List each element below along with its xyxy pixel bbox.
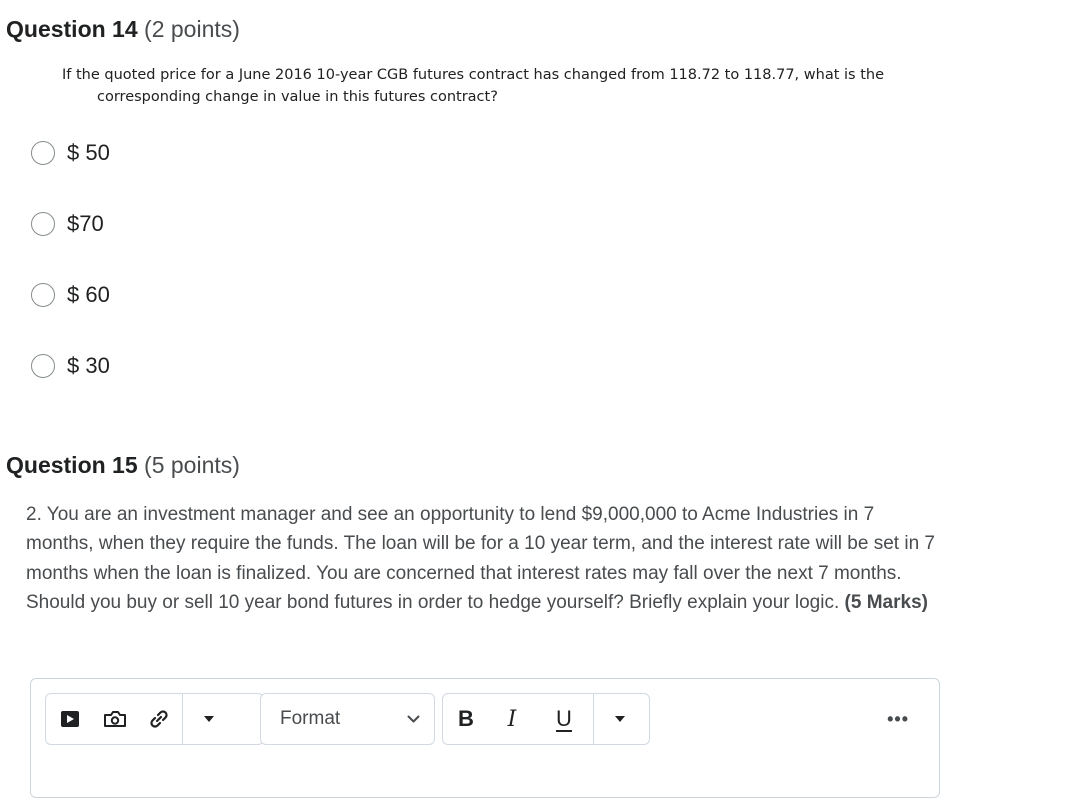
radio-button[interactable]	[31, 141, 55, 165]
insert-media-button[interactable]	[46, 694, 94, 744]
answer-option-label: $70	[67, 211, 104, 236]
insert-media-icon	[60, 710, 80, 728]
question-14-text	[62, 64, 962, 108]
question-15-marks: (5 Marks)	[844, 591, 928, 613]
insert-image-button[interactable]	[94, 694, 136, 744]
insert-image-icon	[103, 710, 127, 728]
insert-link-icon	[148, 708, 170, 730]
answer-option-3[interactable]	[31, 279, 110, 311]
chevron-down-icon	[614, 715, 626, 723]
chevron-down-icon	[407, 710, 420, 728]
insert-toolbar-group	[45, 693, 264, 745]
underline-button[interactable]: U	[556, 706, 572, 731]
question-14-label: Question 14	[6, 16, 138, 42]
text-style-more-dropdown[interactable]	[594, 694, 646, 744]
chevron-down-icon	[203, 715, 215, 723]
format-dropdown[interactable]	[260, 693, 435, 745]
question-14-title	[6, 16, 240, 43]
question-15-title	[6, 452, 240, 479]
more-icon: •••	[887, 709, 909, 729]
more-actions-button[interactable]	[887, 709, 909, 730]
answer-option-4[interactable]	[31, 350, 110, 382]
answer-option-label: $ 30	[67, 353, 110, 378]
radio-button[interactable]	[31, 283, 55, 307]
question-15-text	[26, 500, 936, 617]
bold-button[interactable]: B	[458, 706, 474, 731]
question-14-points: (2 points)	[144, 16, 240, 42]
insert-more-dropdown[interactable]	[183, 694, 235, 744]
answer-option-1[interactable]	[31, 137, 110, 169]
answer-editor[interactable]	[30, 678, 940, 798]
question-15-label: Question 15	[6, 452, 138, 478]
insert-link-button[interactable]	[136, 694, 182, 744]
question-15-body: 2. You are an investment manager and see an opportunity to lend $9,000,000 to Acme Industries in 7 months, when they require the funds. The loan will be for a 10 year term, and the interest rate will be set in 7 months when the loan is finalized. You are concerned that interest rates may fall over the next 7 months. Should you buy or sell 10 year bond futures in order to hedge yourself? Briefly explain your logic.	[26, 504, 935, 613]
question-14-text-line2: corresponding change in value in this futures contract?	[97, 89, 498, 105]
answer-option-2[interactable]	[31, 208, 104, 240]
answer-option-label: $ 60	[67, 282, 110, 307]
radio-button[interactable]	[31, 354, 55, 378]
format-label: Format	[280, 708, 341, 729]
question-14-text-line1: If the quoted price for a June 2016 10-year CGB futures contract has changed from 118.72 to 118.77, what is the	[62, 67, 884, 83]
radio-button[interactable]	[31, 212, 55, 236]
italic-button[interactable]: I	[507, 706, 517, 732]
text-style-toolbar-group	[442, 693, 650, 745]
question-15-points: (5 points)	[144, 452, 240, 478]
answer-option-label: $ 50	[67, 140, 110, 165]
